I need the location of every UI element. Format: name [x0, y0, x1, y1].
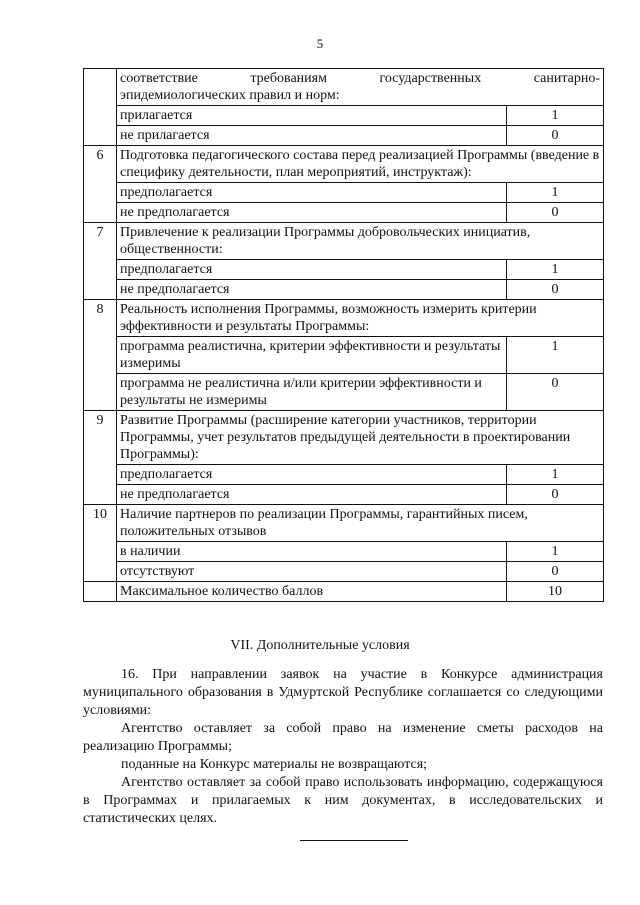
table-row [84, 562, 604, 582]
criterion-title: Наличие партнеров по реализации Программы, гарантийных писем, положительных отзывов [117, 505, 604, 542]
row-number: 9 [84, 411, 117, 505]
option-label: программа не реалистична и/или критерии эффективности и результаты не измеримы [117, 374, 507, 411]
table-row [84, 280, 604, 300]
table-row [84, 260, 604, 280]
table-row [84, 542, 604, 562]
option-label: предполагается [117, 183, 507, 203]
option-label: предполагается [117, 260, 507, 280]
paragraph: поданные на Конкурс материалы не возвращаются; [121, 757, 428, 772]
option-score: 0 [507, 203, 604, 223]
table-row [84, 146, 604, 183]
option-score: 1 [507, 465, 604, 485]
criterion-title: Привлечение к реализации Программы добровольческих инициатив, общественности: [117, 223, 604, 260]
option-label: программа реалистична, критерии эффективности и результаты измеримы [117, 337, 507, 374]
table-row [84, 126, 604, 146]
row-number: 10 [84, 505, 117, 582]
table-row [84, 485, 604, 505]
table-row [84, 374, 604, 411]
body-text [83, 666, 603, 828]
paragraph: Агентство оставляет за собой право использовать информацию, содержащуюся в Программах и прилагаемых к ним документах, в исследовательских и статистических целях. [83, 775, 603, 826]
option-label: не прилагается [117, 126, 507, 146]
table-row [84, 465, 604, 485]
row-number: 6 [84, 146, 117, 223]
table-row [84, 203, 604, 223]
option-score: 0 [507, 126, 604, 146]
criterion-title-line: соответствие требованиям государственных санитарно- [120, 71, 600, 86]
table-row [84, 505, 604, 542]
table-row [84, 183, 604, 203]
criterion-title: Развитие Программы (расширение категории участников, территории Программы, учет результатов предыдущей деятельности в проектировании Программы): [117, 411, 604, 465]
row-number-cell [84, 582, 117, 602]
criterion-title: Подготовка педагогического состава перед реализацией Программы (введение в специфику деятельности, план мероприятий, инструктаж): [117, 146, 604, 183]
option-score: 0 [507, 485, 604, 505]
table-row [84, 106, 604, 126]
row-number: 8 [84, 300, 117, 411]
criterion-title-line: эпидемиологических правил и норм: [120, 88, 340, 103]
paragraph: 16. При направлении заявок на участие в Конкурсе администрация муниципального образования в Удмуртской Республике соглашается со следующими условиями: [83, 667, 603, 718]
option-score: 1 [507, 106, 604, 126]
option-label: предполагается [117, 465, 507, 485]
option-label: не предполагается [117, 280, 507, 300]
table-row [84, 337, 604, 374]
table-row [84, 411, 604, 465]
option-score: 0 [507, 374, 604, 411]
row-number: 7 [84, 223, 117, 300]
option-label: отсутствуют [117, 562, 507, 582]
option-score: 1 [507, 542, 604, 562]
row-number-cell [84, 69, 117, 146]
criterion-title: Реальность исполнения Программы, возможность измерить критерии эффективности и результаты Программы: [117, 300, 604, 337]
page-number: 5 [316, 36, 324, 51]
option-label: не предполагается [117, 203, 507, 223]
criteria-table [83, 68, 604, 602]
option-score: 1 [507, 337, 604, 374]
option-score: 1 [507, 183, 604, 203]
end-divider [300, 840, 408, 841]
criterion-title [117, 69, 604, 106]
table-row [84, 223, 604, 260]
total-score: 10 [507, 582, 604, 602]
option-label: прилагается [117, 106, 507, 126]
paragraph: Агентство оставляет за собой право на изменение сметы расходов на реализацию Программы; [83, 721, 603, 754]
table-row [84, 300, 604, 337]
total-row [84, 582, 604, 602]
option-score: 0 [507, 280, 604, 300]
table-row [84, 69, 604, 106]
option-score: 0 [507, 562, 604, 582]
option-score: 1 [507, 260, 604, 280]
option-label: в наличии [117, 542, 507, 562]
option-label: не предполагается [117, 485, 507, 505]
section-title: VII. Дополнительные условия [230, 638, 410, 653]
total-label: Максимальное количество баллов [117, 582, 507, 602]
